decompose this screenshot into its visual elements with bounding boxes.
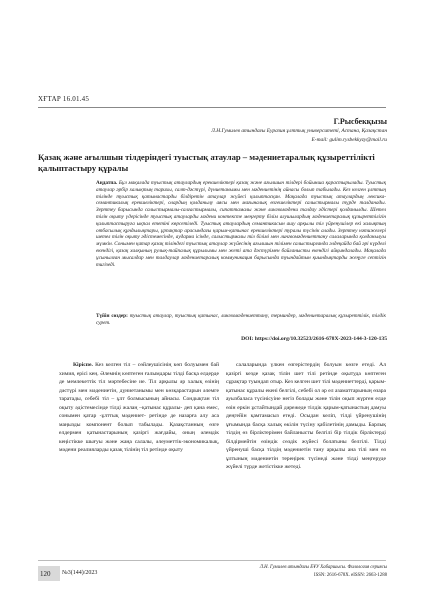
body-column-left [59,361,219,513]
classification-code: ХҒТАР 16.01.45 [38,95,90,103]
author-name: Г.Рысбекқызы [333,117,387,126]
top-divider [38,107,386,108]
journal-name: Л.Н. Гумилев атындағы ЕҰУ Хабаршысы. Филология сериясы [259,565,387,570]
abstract-label: Аңдатпа. [96,180,118,186]
body-column-right [226,361,386,513]
author-email[interactable]: E-mail: gulim.rysbekkyzy@mail.ru [311,137,387,143]
abstract-text: Бұл мақалада туыстық атаулардың ерекшеліктері қазақ және ағылшын тілдері бойынша қарастырылады. Туыстық атаулар әрбір халықтың тарихы, салт-дәстүрі, дүниетанымы мен мәдениетінің айнасы болып табылады. Кез келген ұлттың тілінде туыстық қатынастарды білдіретін атаулар жүйесі қалыптасқан. Мақалада туыстық атаулардың лексика-семантикалық ерекшеліктері, олардың қолданылу аясы мен мағыналық өзгешеліктері салыстырмалы түрде талданады. Зерттеу барысында салыстырмалы-салғастырмалы, сипаттамалы және лингвомәдени талдау әдістері қолданылды. Шетел тілін оқыту үдерісінде туыстық атауларды мәдени контексте меңгерту білім алушылардың мәдениетаралық құзыреттілігін қалыптастыруға ықпал ететіні көрсетіледі. Туыстық атаулардың семантикасын ашу арқылы тіл үйренушілер екі халықтың отбасылық құндылықтары, ұрпақтар арасындағы қарым-қатынас ерекшеліктері туралы түсінік алады. Зерттеу нәтижелері шетел тілін оқыту әдістемесінде, аударма ісінде, салыстырмалы тіл білімі мен лингвомәдениеттану салаларында қолданылуы мүмкін. Сонымен қатар қазақ тіліндегі туыстық атаулар жүйесінің ағылшын тілімен салыстырғанда әлдеқайда бай әрі күрделі екендігі, қазақ халқының рулық-тайпалық құрылымы мен жеті ата дәстүрімен байланысты екендігі айқындалады. Мақалада ұсынылған мысалдар мен талдаулар мәдениетаралық коммуникация барысында туындайтын қиындықтарды жеңуге септігін тигізеді. [96,180,386,268]
abstract [96,180,386,309]
body-text-right: салаларында үлкен өзгерістердің болуын көзге етеді. Ал қазіргі кезде қазақ тілін шет тілі ретінде оқытуда көптеген сұрақтар туындап отыр. Кез келген шет тілі мәдениеттерді, қарым-қатынас құралы екені белгілі, себебі ол әр ел азаматтарының өзара ауызбаласа түсінісуіне негіз болады және тілін оқып жүрген елде өзін еркін ұстайтындай дәрежеде тілдік қарым-қатынастың дамуы деңгейін қамтамасыз етеді. Осыдан келіп, тілді үйренушінің ұғымында басқа халық өкілін түсіну қабілетінің дамыды. Барлық тілдің өз бірліктерімен байланысты белгілі бір тілдік бірліктерді білдірмейтін өзіндік сөздік жүйесі болатыны белгілі. Тілді үйренуші басқа тілдің мәдениетін тану арқылы ана тілі мен өз ұлтының мәдениетін тереңірек түсінеді және тілді меңгеруде жүйелі түрде жетістікке жетеді. [226,362,386,470]
issue-number: №3(144)/2023 [62,570,98,576]
intro-label: Кіріспе. [73,362,93,368]
keywords [96,313,386,327]
keywords-label: Түйін сөздер: [96,313,128,319]
keywords-text: туыстық атаулар, туыстық қатынас, лингвомәдениеттану, терминдер, мәдениетаралық құзыреттілік, тілдік сурет. [96,313,386,326]
footer-divider [38,560,386,561]
journal-issn: ISSN: 2616-678X. eISSN: 2663-1288 [313,573,387,578]
page-number: 120 [40,570,51,578]
article-title: Қазақ және ағылшын тілдеріндегі туыстық атаулар – мәдениетаралық құзыреттілікті қалыптастыру құралы [38,152,375,173]
author-affiliation: Л.Н.Гумилев атындағы Еуразия ұлттық университеті, Астана, Қазақстан [211,128,387,134]
doi-link[interactable]: DOI: https://doi.org/10.32523/2616-678X-2023-144-3-120-135 [241,336,387,342]
body-text-left: Кез келген тіл – сөйлеушісінің көп болуымен бай химия, ерісі кең. Әлемнің көптеген ғалымдары тілді басқа елдерде де мемлекеттік тіл мәртебесіне ие. Тіл арқылы әр халық өзінің дәстүрі мен мәдениетін, дүниетанымы мен көзқарастарын әлемге таратады, себебі тіл – ұлт болмысының айнасы. Сондықтан тіл оқыту әдістемесінде тілді жалаң –қатынас құралы- деп қана емес, сонымен қатар -ұлттық мәдениет- ретінде де назарға алу аса маңызды компонент болып табылады. Қазақстанның өзге елдермен қатынастарының қазіргі жағдайы, оның әлемдік кеңістікке шығуы және жаңа салалы, әлеуметтік-экономикалық, мәдени реалияларды қазақ тілінің тіл ретінде оқыту [59,362,219,453]
